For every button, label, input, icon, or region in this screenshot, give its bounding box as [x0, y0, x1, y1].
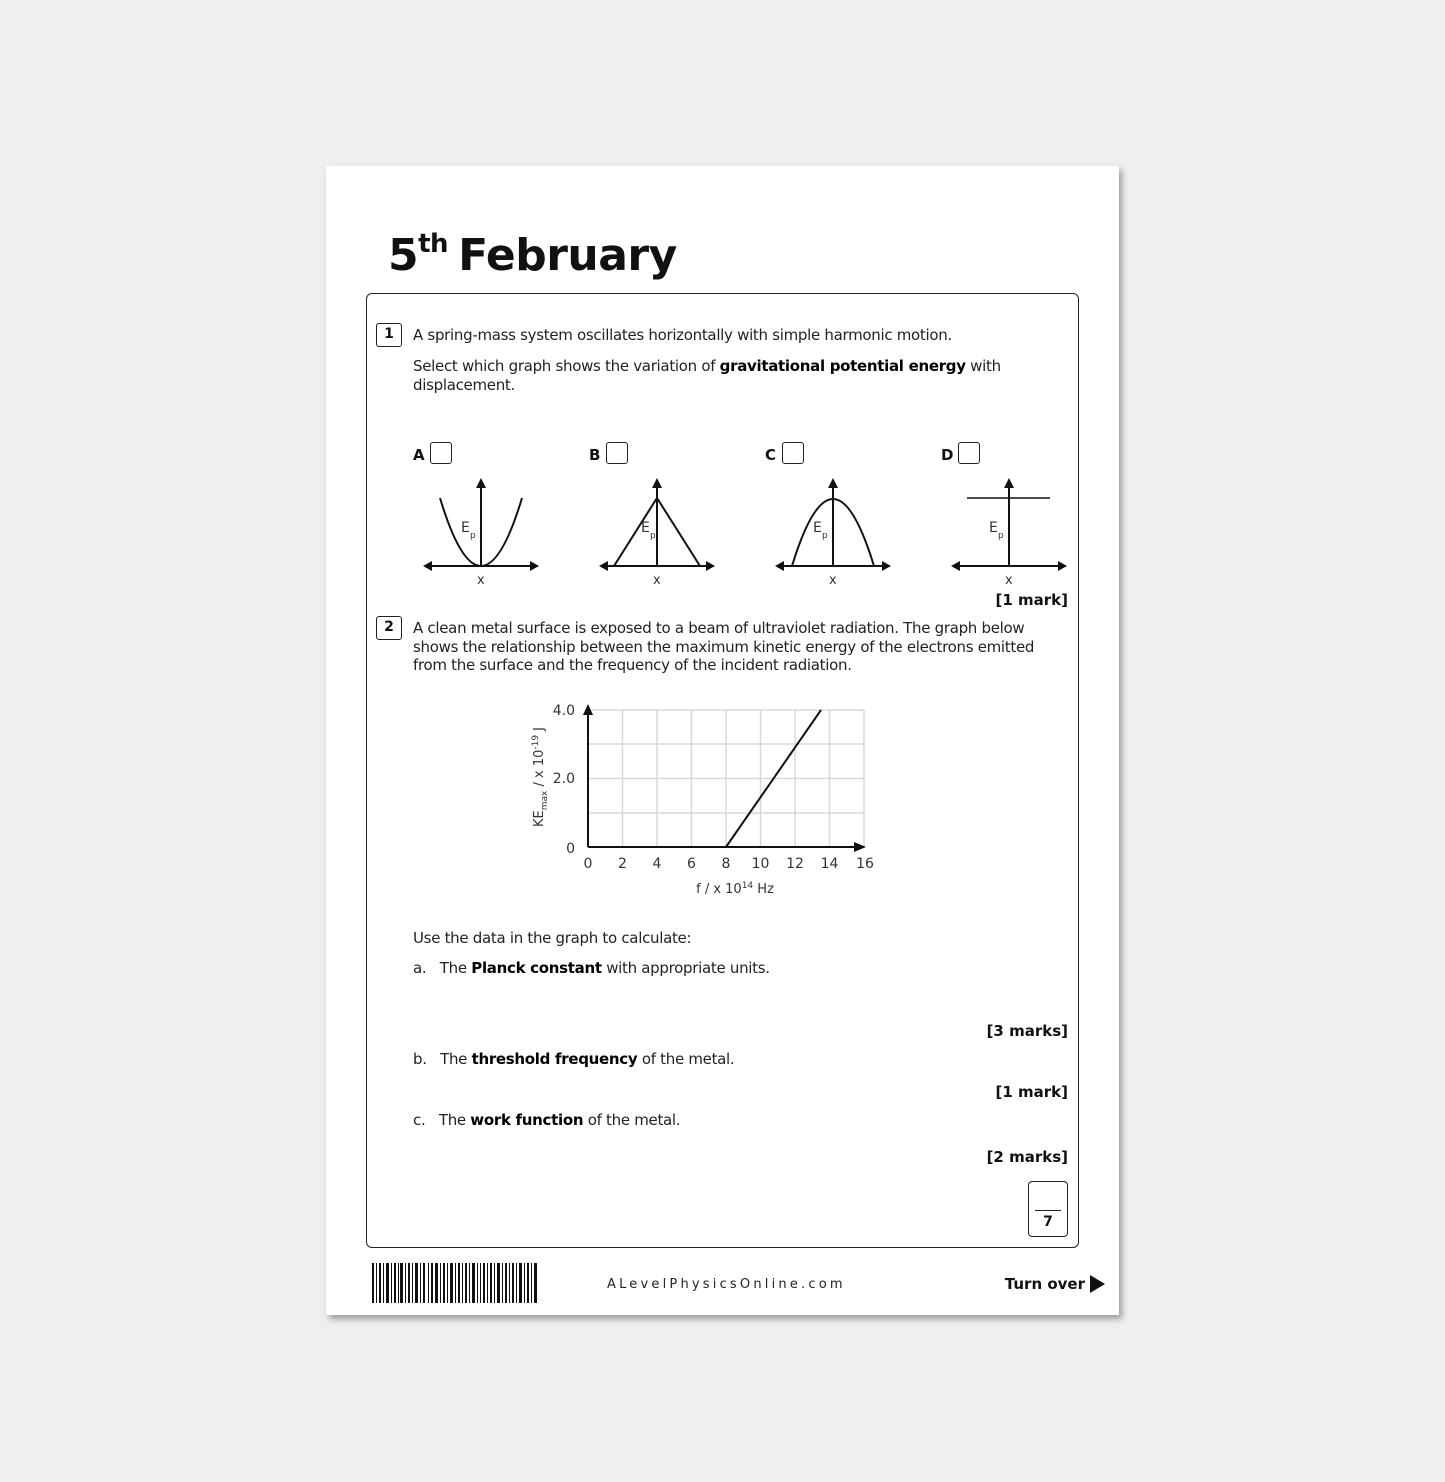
svg-text:10: 10 — [751, 856, 770, 872]
q2-part-b-marks: [1 mark] — [995, 1083, 1068, 1101]
svg-text:x: x — [829, 573, 837, 586]
x-axis-label: f / x $10^{14}$ Hz — [696, 881, 774, 897]
graph-c-parabola-down-icon — [775, 476, 895, 586]
option-a[interactable] — [413, 442, 553, 592]
question-number-2: 2 — [376, 616, 402, 640]
svg-text:16: 16 — [856, 856, 874, 872]
q2-stem: A clean metal surface is exposed to a beam of ultraviolet radiation. The graph below shows the relationship between the maximum kinetic energy of the electrons emitted from the surface and the frequency of the incident radiation. — [413, 619, 1035, 674]
svg-text:12: 12 — [786, 856, 804, 872]
question-frame — [366, 293, 1079, 1248]
q2-part-a: a. The Planck constant with appropriate units. — [413, 959, 770, 977]
svg-text:E: E — [641, 520, 650, 536]
svg-text:14: 14 — [820, 856, 839, 872]
q1-stem: A spring-mass system oscillates horizontally with simple harmonic motion. — [413, 326, 952, 344]
svg-text:4.0: 4.0 — [552, 703, 575, 719]
graph-d-horizontal-line-icon — [951, 476, 1071, 586]
svg-text:p: p — [998, 531, 1004, 541]
y-axis-label: $KE_{max}$ / x $10^{-19}$ J — [531, 726, 550, 828]
ke-vs-frequency-chart — [527, 699, 887, 899]
q2-part-a-marks: [3 marks] — [986, 1022, 1068, 1040]
worksheet-page — [326, 166, 1119, 1315]
option-b-label: B — [589, 446, 601, 464]
q2-instruction: Use the data in the graph to calculate: — [413, 929, 692, 947]
svg-text:2.0: 2.0 — [552, 771, 575, 787]
play-arrow-icon — [1090, 1275, 1105, 1293]
option-d-label: D — [941, 446, 954, 464]
barcode-icon — [372, 1263, 538, 1303]
svg-text:2: 2 — [618, 856, 627, 872]
svg-text:E: E — [989, 520, 998, 536]
total-score: 7 — [1043, 1214, 1053, 1230]
svg-text:E: E — [813, 520, 822, 536]
svg-text:0: 0 — [566, 841, 575, 857]
option-d-checkbox[interactable] — [958, 442, 980, 464]
question-number-1: 1 — [376, 323, 402, 347]
page-title: 5th February — [388, 229, 677, 281]
option-a-label: A — [413, 446, 425, 464]
graph-b-triangle-icon — [599, 476, 719, 586]
q2-part-b: b. The threshold frequency of the metal. — [413, 1050, 735, 1068]
svg-text:E: E — [461, 520, 470, 536]
q2-part-c: c. The work function of the metal. — [413, 1111, 681, 1129]
svg-text:4: 4 — [652, 856, 662, 872]
option-d[interactable] — [941, 442, 1081, 592]
page-footer — [326, 1261, 1119, 1306]
site-name: ALevelPhysicsOnline.com — [607, 1277, 846, 1292]
option-a-checkbox[interactable] — [430, 442, 452, 464]
svg-text:6: 6 — [687, 856, 696, 872]
svg-text:x: x — [1005, 573, 1013, 586]
graph-a-parabola-up-icon — [423, 476, 543, 586]
q2-part-c-marks: [2 marks] — [986, 1148, 1068, 1166]
svg-text:p: p — [822, 531, 828, 541]
total-score-box — [1028, 1181, 1068, 1237]
option-b[interactable] — [589, 442, 729, 592]
option-c[interactable] — [765, 442, 905, 592]
q1-prompt: Select which graph shows the variation of gravitational potential energy with displacement. — [413, 357, 1001, 394]
svg-text:x: x — [653, 573, 661, 586]
option-b-checkbox[interactable] — [606, 442, 628, 464]
turn-over-label: Turn over — [1004, 1275, 1085, 1293]
svg-text:p: p — [650, 531, 656, 541]
svg-text:p: p — [470, 531, 476, 541]
option-c-checkbox[interactable] — [782, 442, 804, 464]
option-c-label: C — [765, 446, 777, 464]
svg-text:x: x — [477, 573, 485, 586]
score-blank-line — [1035, 1210, 1061, 1211]
q1-marks: [1 mark] — [995, 591, 1068, 609]
svg-text:0: 0 — [583, 856, 593, 872]
svg-text:8: 8 — [721, 856, 731, 872]
